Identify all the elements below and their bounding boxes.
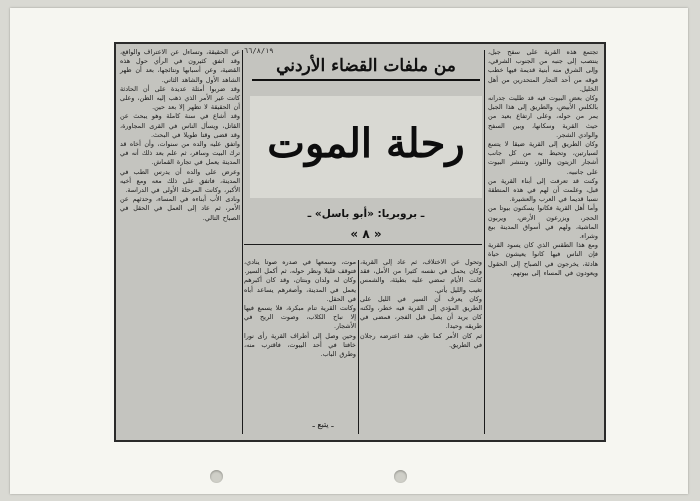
article-headline: رحلة الموت <box>267 120 465 167</box>
paragraph: عن الحقيقة، وتساءل عن الاعتراف والواقع، وقد اتفق كثيرون في الرأي حول هذه القضية، وعن أسبابها ونتائجها، بعد أن ظهر الشاهد الأول والشاهد الثاني. <box>120 48 240 84</box>
series-title: من ملفات القضاء الأردني <box>252 56 480 81</box>
paragraph: ثم كان الأمر كما ظن، فقد اعترضه رجلان في الطريق. <box>360 331 482 349</box>
paragraph: وأما أهل القرية فكانوا يسكنون بيوتا من الحجر، ويزرعون الأرض، ويربون الماشية، ولهم في أسواق المدينة بيع وشراء. <box>488 204 598 241</box>
clipping-date: ٦٦/٨/١٩ <box>244 47 274 55</box>
paragraph: وكانت القرية تنام مبكرة، فلا يسمع فيها إلا نباح الكلاب، وصوت الريح في الأشجار. <box>244 304 356 331</box>
text-column-right <box>488 48 598 434</box>
paragraph: وكان بعض البيوت فيه قد طليت جدرانه بالكلس الأبيض، والطريق إلى هذا الجبل يمر من حوله، وعلى ارتفاع بعيد من حيث القرية وسكانها، وبين السفح والوادي الشجر. <box>488 94 598 139</box>
paragraph: وكان له ولدان وبنتان، وقد كان أكبرهم يعمل في المدينة، وأصغرهم يساعد أباه في الحقل. <box>244 276 356 303</box>
paragraph: وكان الطريق إلى القرية ضيقا لا يتسع لسيارتين، وتحيط به من كل جانب أشجار الزيتون واللوز، وتنتشر البيوت على جانبيه. <box>488 140 598 176</box>
paragraph: وحين وصل إلى أطراف القرية رأى نورا خافتا في أحد البيوت، فاقترب منه، وطرق الباب. <box>244 331 356 359</box>
paragraph: وعرض على والده أن يدرس الطب في المدينة، فاتفق على ذلك معه ومع أخيه الأكبر، وكانت المرحلة الأولى في الدراسة. <box>120 167 240 195</box>
paragraph: وتحول عن الاختلاف، ثم عاد إلى القرية، وكان يحمل في نفسه كثيرا من الأمل، فقد كانت الأيام تمضي عليه بطيئة، والشمس تغيب والليل يأتي. <box>360 258 482 294</box>
text-column-left <box>120 48 240 434</box>
headline-banner <box>250 96 482 198</box>
column-rule <box>358 260 359 434</box>
paragraph: موت، وسمعها في صدره صوتا ينادي، فتوقف قليلا ونظر حوله، ثم أكمل السير. <box>244 258 356 276</box>
paragraph: ونادى الأب أبناءه في المساء، وحدثهم عن الأمر، ثم عاد إلى العمل في الحقل في الصباح التالي. <box>120 195 240 222</box>
continued-marker: ـ يتبع ـ <box>312 420 334 429</box>
punch-hole-right <box>394 470 407 483</box>
paragraph: وكان يعرف أن السير في الليل على الطريق المؤدي إلى القرية فيه خطر، ولكنه كان يريد أن يصل قبل الفجر، فمضى في طريقه وحيدا. <box>360 294 482 331</box>
paragraph: وكنت قد تعرفت إلى أبناء القرية من قبل، وعلمت أن لهم في هذه المنطقة نسبا قديما في العرب والعشيرة. <box>488 176 598 204</box>
paragraph: تجتمع هذه القرية على سفح جبل، ينتصب إلى جنبه من الجنوب الشرقي، وإلى الشرق منه أبنية قديمة فيها خطب فوقه من أحد التجار المتحدرين من أهل الخليل. <box>488 48 598 93</box>
text-column-middle-right <box>360 258 482 434</box>
paragraph: وقد ضربوا أمثلة عديدة على أن الحادثة كانت غير الأمر الذي ذهب إليه الظن، وعلى أن الحقيقة لا تظهر إلا بعد حين. <box>120 84 240 112</box>
punch-hole-left <box>210 470 223 483</box>
paragraph: ومع هذا الطقس الذي كان يسود القرية فإن الناس فيها كانوا يعيشون حياة هادئة، يخرجون في الصباح إلى الحقول ويعودون في المساء إلى بيوتهم. <box>488 241 598 277</box>
newspaper-clipping <box>114 42 606 442</box>
column-rule <box>242 50 243 434</box>
column-rule <box>484 50 485 434</box>
headline-rule <box>244 244 482 245</box>
byline: ـ بروبريا: «أبو باسل» ـ <box>307 208 425 220</box>
paragraph: واتفق عليه والده من سنوات، وأن أخاه قد ترك البيت وسافر، ثم علم بعد ذلك أنه في المدينة يعمل في تجارة القماش. <box>120 140 240 167</box>
text-column-middle-left <box>244 258 356 434</box>
episode-number: « ٨ » <box>350 227 382 241</box>
paragraph: وقد أشاع في سنة كاملة وهو يبحث عن القاتل، ويسأل الناس في القرى المجاورة، وقد قضى وقتا طويلا في البحث. <box>120 112 240 139</box>
